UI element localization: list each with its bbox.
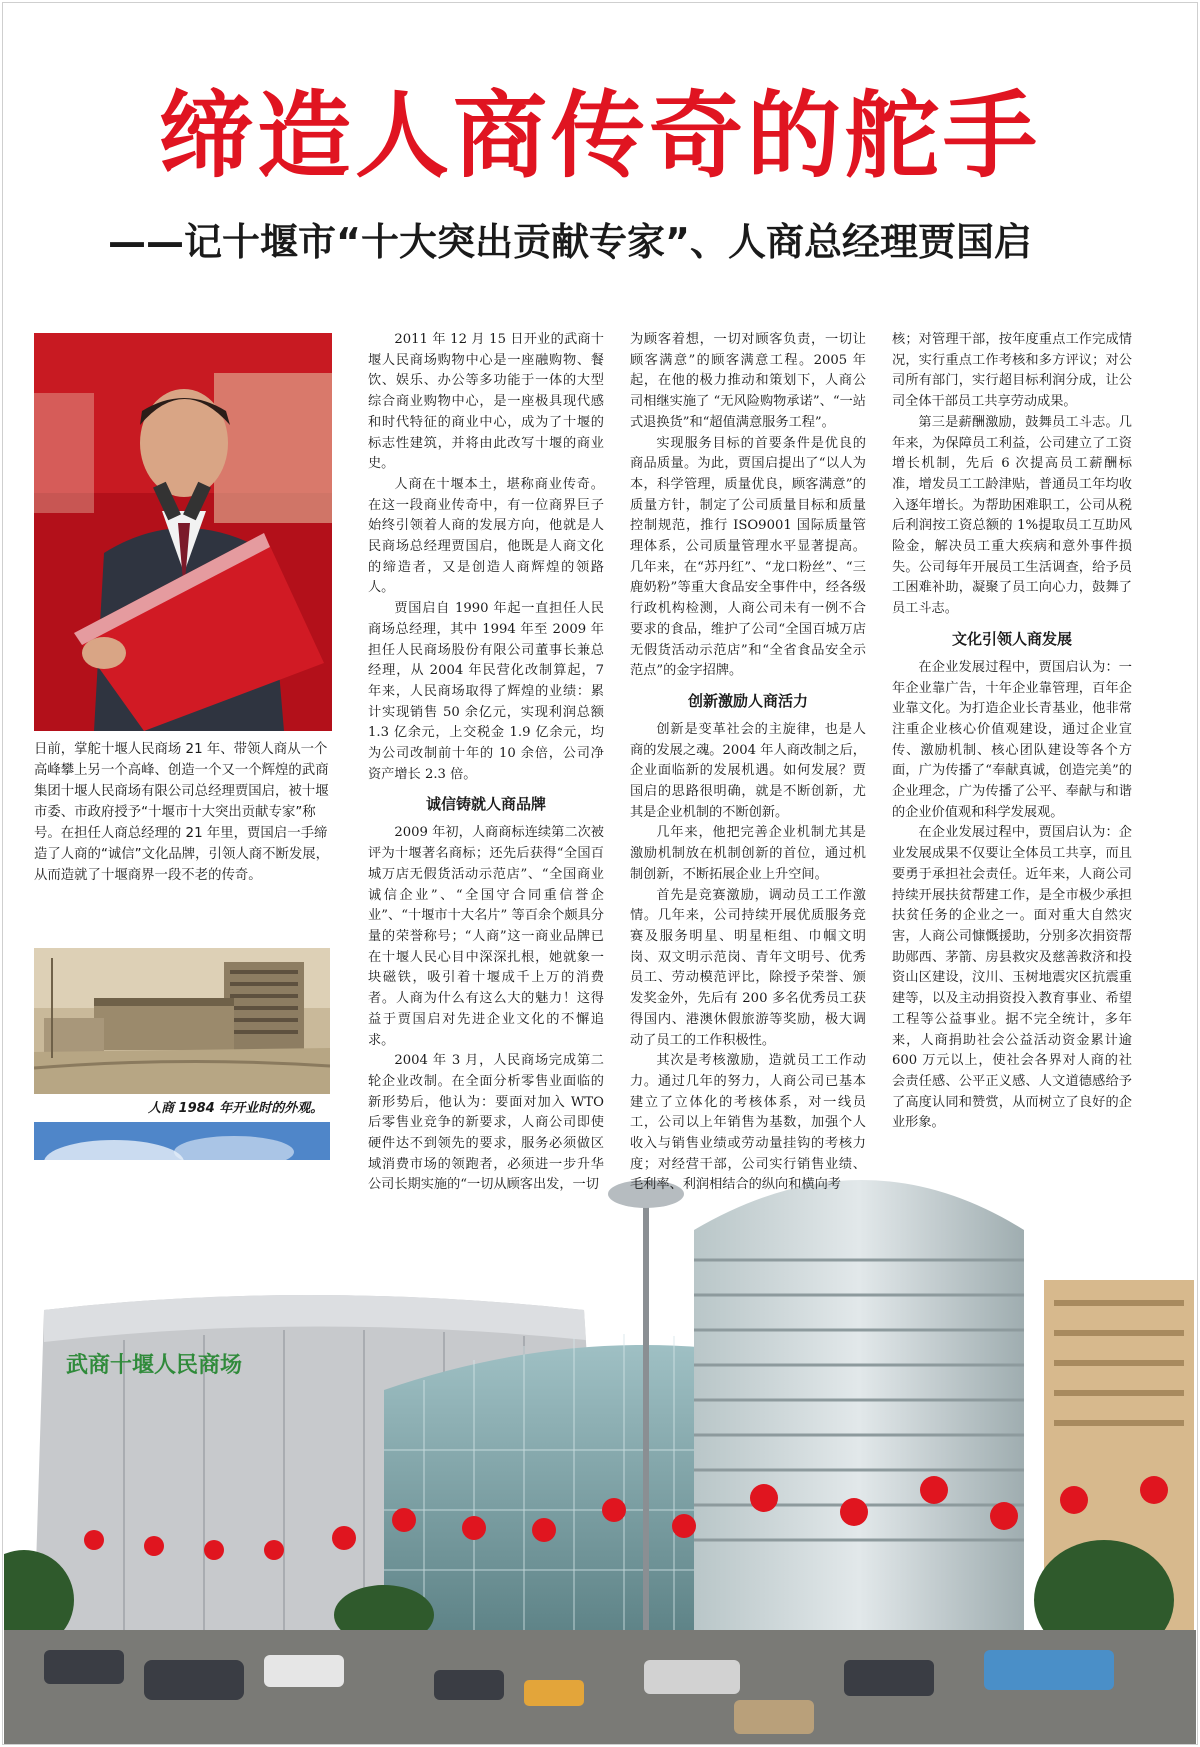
article-column-1 bbox=[368, 330, 604, 1196]
building-1984-photo bbox=[34, 948, 330, 1094]
article-column-3 bbox=[892, 330, 1132, 1134]
col1-paragraph-3: 贾国启自 1990 年起一直担任人民商场总经理，其中 1994 年至 2009 年担任人民商场股份有限公司董事长兼总经理，从 2004 年民营化改制算起，7 年来，人民商场取得了辉煌的业绩：累计实现销售 50 余亿元，实现利润总额 1.3 亿余元，上交税金 1.9 亿余元，均为公司改制前十年的 10 余倍，公司净资产增长 2.3 倍。 bbox=[368, 601, 604, 782]
col2-paragraph-3: 创新是变革社会的主旋律，也是人商的发展之魂。2004 年人商改制之后，企业面临新的发展机遇。如何发展？贾国启的思路很明确，就是不断创新，尤其是企业机制的不断创新。 bbox=[630, 721, 866, 820]
col2-paragraph-5: 首先是竞赛激励，调动员工工作激情。几年来，公司持续开展优质服务竞赛及服务明星、明星柜组、巾帼文明岗、双文明示范岗、青年文明号、优秀员工、劳动模范评比，除授予荣誉、颁发奖金外，先后有 200 多名优秀员工获得国内、港澳休假旅游等奖励，极大调动了员工的工作积极性。 bbox=[630, 887, 866, 1048]
col3-paragraph-3: 在企业发展过程中，贾国启认为：一年企业靠广告，十年企业靠管理，百年企业靠文化。为打造企业长青基业，他非常注重企业核心价值观建设，通过企业宣传、激励机制、核心团队建设等各个方面，广为传播了“奉献真诚，创造完美”的企业理念，广为传播了公平、奉献与和谐的企业价值观和科学发展观。 bbox=[892, 659, 1132, 820]
portrait-caption: 日前，掌舵十堰人民商场 21 年、带领人商从一个高峰攀上另一个高峰、创造一个又一个辉煌的武商集团十堰人民商场有限公司总经理贾国启，被十堰市委、市政府授予“十堰市十大突出贡献专家”称号。在担任人商总经理的 21 年里，贾国启一手缔造了人商的“诚信”文化品牌，引领人商不断发展，从而造就了十堰商界一段不老的传奇。 bbox=[34, 742, 330, 883]
col1-paragraph-5: 2004 年 3 月，人民商场完成第二轮企业改制。在全面分析零售业面临的新形势后，他认为：要面对加入 WTO 后零售业竞争的新要求，人商公司即使硬件达不到领先的要求，服务必须做区域消费市场的领跑者，必须进一步升华公司长期实施的“一切从顾客出发，一切 bbox=[368, 1053, 604, 1193]
mall-panorama-photo bbox=[4, 1160, 1196, 1744]
col2-paragraph-6: 其次是考核激励，造就员工工作动力。通过几年的努力，人商公司已基本建立了立体化的考核体系，对一线员工，公司以上年销售为基数，加强个人收入与销售业绩或劳动量挂钩的考核力度；对经营干部，公司实行销售业绩、毛利率、利润相结合的纵向和横向考 bbox=[630, 1053, 866, 1193]
col1-paragraph-1: 2011 年 12 月 15 日开业的武商十堰人民商场购物中心是一座融购物、餐饮、娱乐、办公等多功能于一体的大型综合商业购物中心，是一座极具现代感和时代特征的商业中心，成为了十堰的标志性建筑，并将由此改写十堰的商业史。 bbox=[368, 332, 604, 472]
section-heading-integrity: 诚信铸就人商品牌 bbox=[425, 795, 546, 814]
mall-sign: 武商十堰人民商场 bbox=[66, 1353, 243, 1378]
col1-paragraph-2: 人商在十堰本土，堪称商业传奇。在这一段商业传奇中，有一位商界巨子始终引领着人商的发展方向，他就是人民商场总经理贾国启，他既是人商文化的缔造者，又是创造人商辉煌的领路人。 bbox=[368, 476, 604, 596]
section-heading-innovation: 创新激励人商活力 bbox=[687, 691, 808, 710]
subheadline: ——记十堰市“十大突出贡献专家”、人商总经理贾国启 bbox=[108, 220, 1032, 264]
article-column-2 bbox=[630, 330, 866, 1196]
building-1984-caption: 人商 1984 年开业时的外观。 bbox=[148, 1101, 324, 1116]
portrait-photo bbox=[34, 333, 332, 731]
headline: 缔造人商传奇的舵手 bbox=[158, 82, 1041, 191]
col3-paragraph-2: 第三是薪酬激励，鼓舞员工斗志。几年来，为保障员工利益，公司建立了工资增长机制，先后 6 次提高员工薪酬标准，增发员工工龄津贴，普通员工年均收入逐年增长。为帮助困难职工，公司从税后利润按工资总额的 1%提取员工互助风险金，解决员工重大疾病和意外事件损失。公司每年开展员工生活调查，给予员工困难补助，凝聚了员工向心力，鼓舞了员工斗志。 bbox=[892, 414, 1132, 617]
col2-paragraph-1: 为顾客着想，一切对顾客负责，一切让顾客满意”的顾客满意工程。2005 年起，在他的极力推动和策划下，人商公司相继实施了 “无风险购物承诺”、“一站式退换货”和“超值满意服务工程”。 bbox=[630, 332, 866, 430]
col1-paragraph-4: 2009 年初，人商商标连续第二次被评为十堰著名商标；还先后获得“全国百城万店无假货活动示范店”、“全国商业诚信企业”、“全国守合同重信誉企业”、“十堰市十大名片” 等百余个颇具分量的荣誉称号；“人商”这一商业品牌已在十堰人民心目中深深扎根，她就象一块磁铁，吸引着十堰成千上万的消费者。人商为什么有这么大的魅力！这得益于贾国启对先进企业文化的不懈追求。 bbox=[368, 825, 604, 1048]
section-heading-culture: 文化引领人商发展 bbox=[951, 629, 1072, 648]
col2-paragraph-2: 实现服务目标的首要条件是优良的商品质量。为此，贾国启提出了“以人为本，科学管理，质量优良，顾客满意”的质量方针，制定了公司质量目标和质量控制规范，推行 ISO9001 国际质量管理体系，公司质量管理水平显著提高。几年来，在“苏丹红”、“龙口粉丝”、“三鹿奶粉”等重大食品安全事件中，经各级行政机构检测，人商公司未有一例不合要求的食品，维护了公司“全国百城万店无假货活动示范店”和“全省食品安全示范点”的金字招牌。 bbox=[630, 435, 866, 679]
col3-paragraph-1: 核；对管理干部，按年度重点工作完成情况，实行重点工作考核和多方评议；对公司所有部门，实行超目标利润分成，让公司全体干部员工共享劳动成果。 bbox=[892, 332, 1132, 410]
col3-paragraph-4: 在企业发展过程中，贾国启认为：企业发展成果不仅要让全体员工共享，而且要勇于承担社会责任。近年来，人商公司持续开展扶贫帮建工作，是全市极少承担扶贫任务的企业之一。面对重大自然灾害，人商公司慷慨援助，分别多次捐资帮助郧西、茅箭、房县救灾及慈善救济和投资山区建设，汶川、玉树地震灾区抗震重建等，以及主动捐资投入教育事业、希望工程等公益事业。据不完全统计，多年来，人商捐助社会公益活动资金累计逾 600 万元以上，使社会各界对人商的社会责任感、公平正义感、人文道德感给予了高度认同和赞赏，从而树立了良好的企业形象。 bbox=[892, 825, 1132, 1131]
col2-paragraph-4: 几年来，他把完善企业机制尤其是激励机制放在机制创新的首位，通过机制创新，不断拓展企业上升空间。 bbox=[630, 825, 866, 882]
